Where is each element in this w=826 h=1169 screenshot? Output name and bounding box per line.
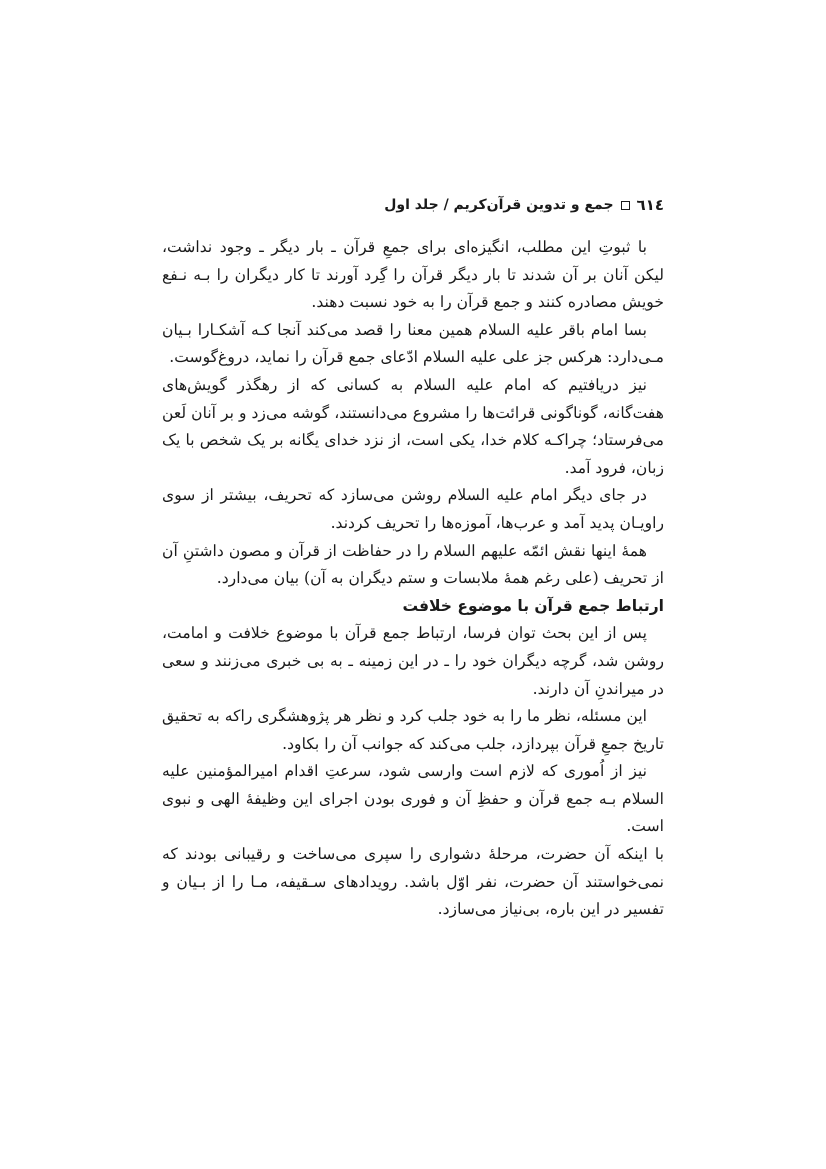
paragraph: نیز از اُموری که لازم است وارسی شود، سرعتِ اقدام امیرالمؤمنین علیه السلام بـه جمع قرآن و حفظِ آن و فوری بودن اجرای این وظیفهٔ الهی و نبوی است. <box>162 762 664 836</box>
page-number: ٦١٤ <box>636 196 664 214</box>
paragraph: با اینکه آن حضرت، مرحلهٔ دشواری را سپری می‌ساخت و رقیبانی بودند که نمی‌خواستند آن حضرت، نفر اوّل باشد. رویدادهای سـقیفه، مـا را از بـیان و تفسیر در این باره، بی‌نیاز می‌سازد. <box>162 845 664 919</box>
section-heading: ارتباط جمع قرآن با موضوع خلافت <box>402 596 664 615</box>
paragraph: همهٔ اینها نقش ائمّه علیهم السلام را در حفاظت از قرآن و مصون داشتنِ آن از تحریف (علی رغم همهٔ ملابسات و ستم دیگران به آن) بیان می‌دارد. <box>162 541 664 588</box>
running-title: جمع و تدوین قرآن‌کریم / جلد اول <box>384 197 614 213</box>
paragraph: با ثبوتِ این مطلب، انگیزه‌ای برای جمعِ قرآن ـ بار دیگر ـ وجود نداشت، لیکن آنان بر آن شدند تا بار دیگر قرآن را گِرد آورند تا کار دیگران را بـه نـفع خویش مصادره کنند و جمع قرآن را به خود نسبت دهند. <box>162 238 664 312</box>
paragraph: در جای دیگر امام علیه السلام روشن می‌سازد که تحریف، بیشتر از سوی راویـان پدید آمد و عرب‌ها، آموزه‌ها را تحریف کردند. <box>162 486 664 532</box>
paragraph: نیز دریافتیم که امام علیه السلام به کسانی که از رهگذر گویش‌های هفت‌گانه، گوناگونی قرائت‌ها را مشروع می‌دانستند، گوشه می‌زد و بر آنان لَعن می‌فرستاد؛ چراکـه کلام خدا، یکی است، از نزد خدای یگانه بر یک شخص با یک زبان، فرود آمد. <box>162 375 664 477</box>
paragraph: پس از این بحث توان فرسا، ارتباط جمع قرآن با موضوع خلافت و امامت، روشن شد، گرچه دیگران خود را ـ در این زمینه ـ به بی خبری می‌زنند و سعی در میراندنِ آن دارند. <box>162 624 664 698</box>
paragraph: بسا امام باقر علیه السلام همین معنا را قصد می‌کند آنجا کـه آشکـارا بـیان مـی‌دارد: هرکس جز علی علیه السلام ادّعای جمع قرآن را نماید، دروغ‌گوست. <box>162 320 664 367</box>
paragraph: این مسئله، نظر ما را به خود جلب کرد و نظر هر پژوهشگری راکه به تحقیق تاریخ جمعِ قرآن بپردازد، جلب می‌کند که جوانب آن را بکاود. <box>162 707 664 753</box>
square-bullet-icon <box>621 201 630 210</box>
body-text <box>162 234 664 924</box>
running-header <box>162 196 664 214</box>
